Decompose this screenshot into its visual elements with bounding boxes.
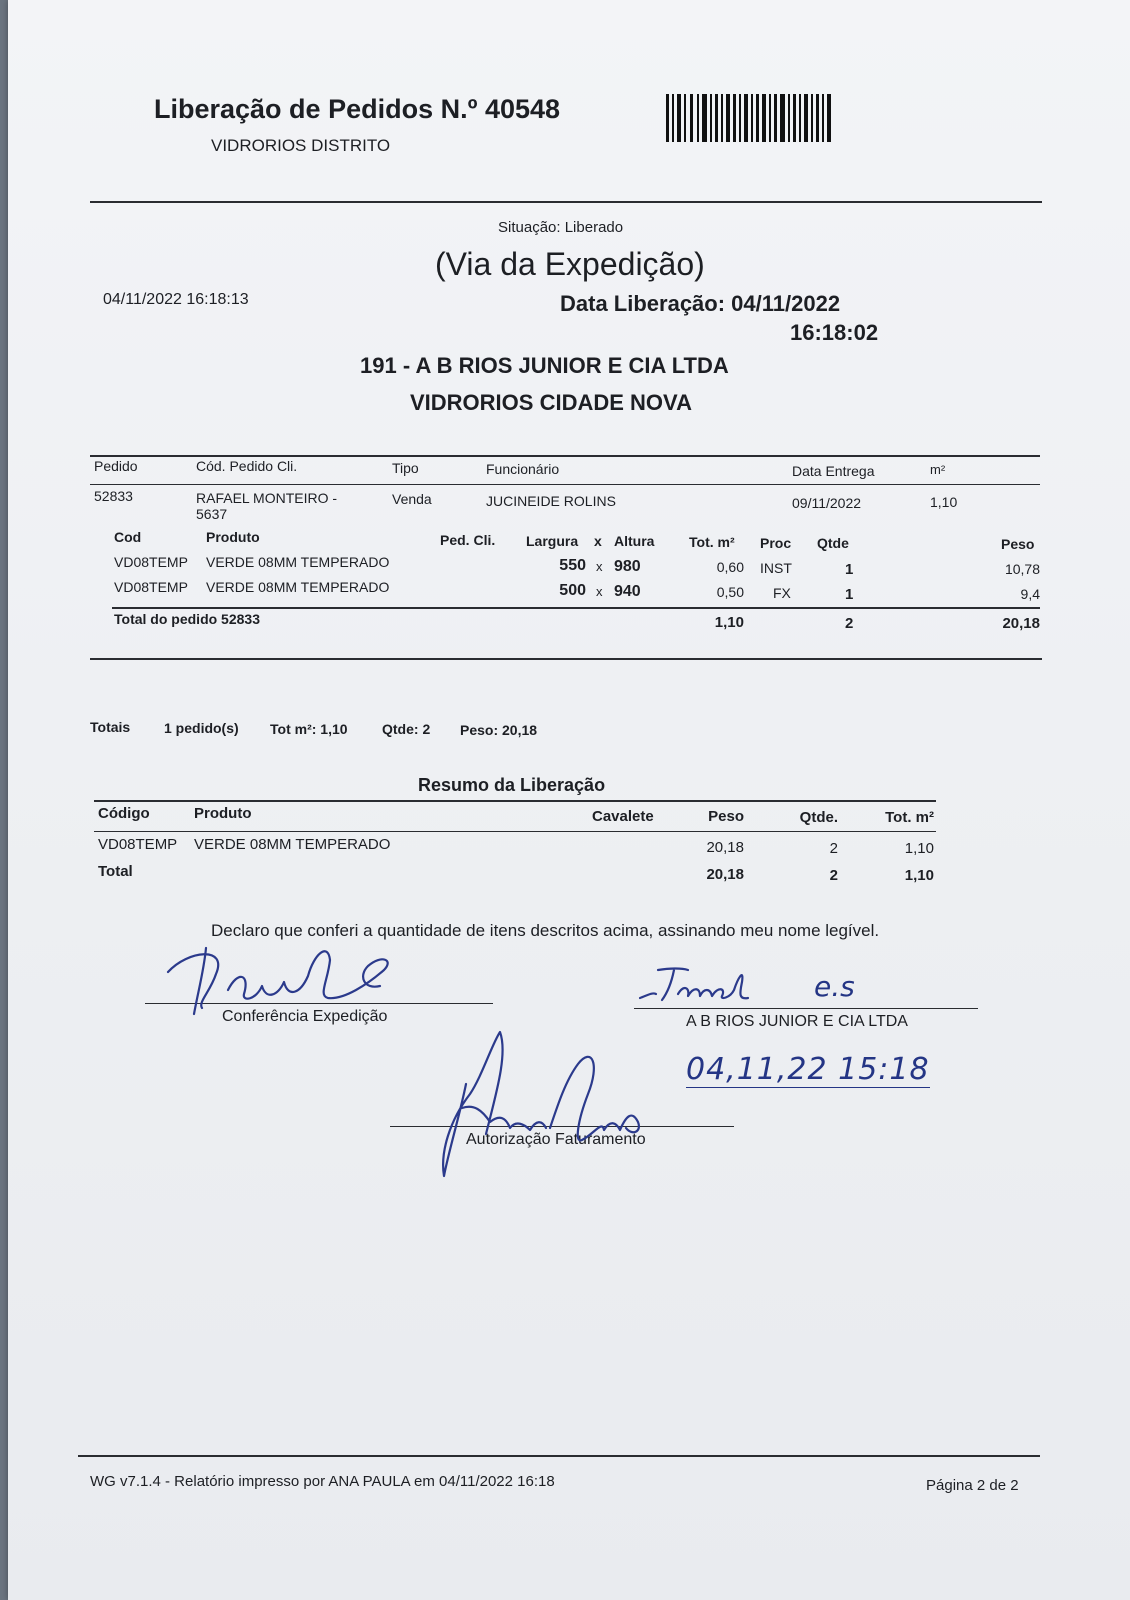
items-header-tot-m2: Tot. m² xyxy=(689,534,735,550)
order-tipo: Venda xyxy=(392,491,432,507)
order-header-funcionario: Funcionário xyxy=(486,461,560,477)
summary-header-line xyxy=(94,831,936,832)
items-header-qtde: Qtde xyxy=(817,535,849,551)
summary-header-qtde: Qtde. xyxy=(799,809,838,826)
totals-tot-m2: Tot m²: 1,10 xyxy=(270,721,348,737)
printed-page xyxy=(8,0,1130,1600)
order-header-data-entrega: Data Entrega xyxy=(792,463,875,479)
document-title: Liberação de Pedidos N.º 40548 xyxy=(154,94,561,124)
items-total-tot-m2: 1,10 xyxy=(714,614,744,631)
item-x: x xyxy=(596,559,603,574)
summary-header-produto: Produto xyxy=(194,805,252,822)
order-header-m2: m² xyxy=(930,462,946,477)
item-produto: VERDE 08MM TEMPERADO xyxy=(206,554,390,570)
summary-total-qtde: 2 xyxy=(829,867,838,884)
client-name: 191 - A B RIOS JUNIOR E CIA LTDA xyxy=(360,353,729,378)
item-largura: 500 xyxy=(559,582,586,599)
items-header-x: x xyxy=(594,533,602,549)
header-divider xyxy=(90,201,1042,203)
order-table-top-line xyxy=(90,455,1040,457)
item-largura: 550 xyxy=(559,557,586,574)
printed-timestamp: 04/11/2022 16:18:13 xyxy=(103,291,249,308)
item-altura: 980 xyxy=(614,558,641,575)
item-peso: 10,78 xyxy=(1004,561,1040,577)
client-branch: VIDRORIOS CIDADE NOVA xyxy=(410,390,692,415)
order-cod-pedido-cli-cont: 5637 xyxy=(196,506,228,522)
item-qtde: 1 xyxy=(845,586,854,603)
items-total-label: Total do pedido 52833 xyxy=(114,611,260,627)
totals-qtde: Qtde: 2 xyxy=(382,721,431,737)
summary-codigo: VD08TEMP xyxy=(98,836,178,853)
order-header-pedido: Pedido xyxy=(94,458,138,474)
totals-pedidos: 1 pedido(s) xyxy=(164,720,239,736)
totals-peso: Peso: 20,18 xyxy=(460,722,538,738)
declaration-text: Declaro que conferi a quantidade de itens descritos acima, assinando meu nome legível. xyxy=(211,921,880,940)
summary-total-peso: 20,18 xyxy=(706,866,744,883)
item-cod: VD08TEMP xyxy=(114,579,188,595)
summary-total-label: Total xyxy=(98,863,133,880)
summary-tot-m2: 1,10 xyxy=(904,840,934,857)
order-m2: 1,10 xyxy=(930,494,958,510)
autorizacao-label: Autorização Faturamento xyxy=(466,1131,646,1148)
summary-header-tot-m2: Tot. m² xyxy=(885,809,934,826)
company-signature-line xyxy=(634,1008,978,1009)
summary-header-cavalete: Cavalete xyxy=(592,808,654,825)
item-proc: INST xyxy=(760,560,792,576)
items-total-qtde: 2 xyxy=(845,615,854,632)
autorizacao-signature xyxy=(426,1024,666,1184)
order-block-divider xyxy=(90,658,1042,660)
items-total-peso: 20,18 xyxy=(1002,615,1040,632)
items-header-cod: Cod xyxy=(114,529,142,545)
item-peso: 9,4 xyxy=(1020,586,1040,602)
items-header-ped-cli: Ped. Cli. xyxy=(440,532,496,548)
summary-peso: 20,18 xyxy=(706,839,744,856)
item-cod: VD08TEMP xyxy=(114,554,188,570)
summary-header-peso: Peso xyxy=(708,808,744,825)
totals-label: Totais xyxy=(90,719,131,735)
handwritten-date: 04,11,22 15:18 xyxy=(686,1052,930,1087)
conferencia-label: Conferência Expedição xyxy=(222,1008,388,1025)
summary-qtde: 2 xyxy=(829,840,838,857)
release-time: 16:18:02 xyxy=(790,320,879,345)
item-qtde: 1 xyxy=(845,561,854,578)
company-signature-initials: e.s xyxy=(814,970,855,1003)
company-name: VIDRORIOS DISTRITO xyxy=(211,136,391,155)
item-tot-m2: 0,50 xyxy=(716,584,744,600)
order-cod-pedido-cli: RAFAEL MONTEIRO - xyxy=(196,490,338,506)
copy-label: (Via da Expedição) xyxy=(435,246,705,282)
item-x: x xyxy=(596,584,603,599)
items-total-line xyxy=(112,607,1040,609)
company-signature xyxy=(638,958,808,1008)
items-header-largura: Largura xyxy=(526,533,579,549)
item-tot-m2: 0,60 xyxy=(716,559,744,575)
summary-total-tot-m2: 1,10 xyxy=(904,867,934,884)
summary-produto: VERDE 08MM TEMPERADO xyxy=(194,836,391,853)
item-altura: 940 xyxy=(614,583,641,600)
barcode-icon xyxy=(666,92,836,144)
order-pedido: 52833 xyxy=(94,488,133,504)
items-header-peso: Peso xyxy=(1001,536,1035,552)
footer-printed-by: WG v7.1.4 - Relatório impresso por ANA PAULA em 04/11/2022 16:18 xyxy=(90,1473,555,1490)
summary-header-codigo: Código xyxy=(98,805,150,822)
footer-divider xyxy=(78,1455,1040,1457)
order-funcionario: JUCINEIDE ROLINS xyxy=(486,493,616,509)
item-proc: FX xyxy=(773,585,791,601)
order-header-tipo: Tipo xyxy=(392,460,419,476)
company-signature-label: A B RIOS JUNIOR E CIA LTDA xyxy=(686,1013,908,1030)
items-header-proc: Proc xyxy=(760,535,792,551)
summary-title: Resumo da Liberação xyxy=(418,775,606,795)
item-produto: VERDE 08MM TEMPERADO xyxy=(206,579,390,595)
order-header-cod-pedido-cli: Cód. Pedido Cli. xyxy=(196,458,298,474)
items-header-altura: Altura xyxy=(614,533,655,549)
order-data-entrega: 09/11/2022 xyxy=(792,495,862,511)
conferencia-signature xyxy=(158,930,408,1020)
release-date: Data Liberação: 04/11/2022 xyxy=(560,291,841,316)
order-header-line xyxy=(90,484,1040,485)
footer-page: Página 2 de 2 xyxy=(926,1477,1019,1494)
summary-top-line xyxy=(94,800,936,802)
items-header-produto: Produto xyxy=(206,529,260,545)
status-label: Situação: Liberado xyxy=(498,219,624,236)
